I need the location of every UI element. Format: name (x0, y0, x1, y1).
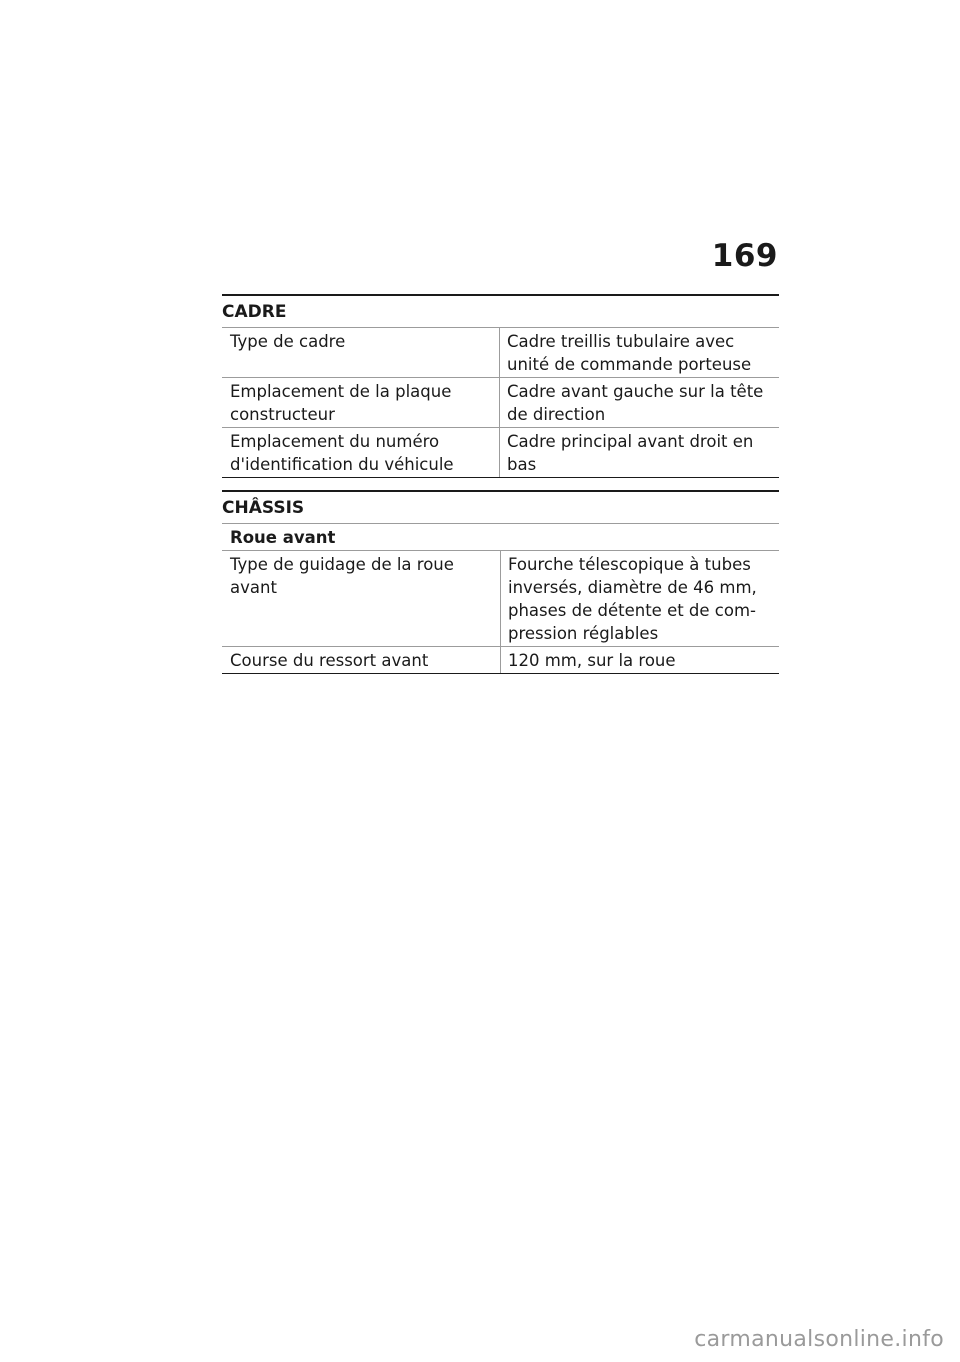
row-value: Cadre avant gauche sur la tête de direction (500, 378, 780, 428)
row-label: Emplacement du numéro d'identification du véhicule (222, 428, 500, 478)
row-label: Type de guidage de la roue avant (222, 551, 501, 647)
section-title-cadre: CADRE (222, 302, 287, 322)
row-value: Cadre treillis tubulaire avec unité de commande porteuse (500, 328, 780, 378)
watermark: carmanualsonline.info (694, 1327, 944, 1352)
cadre-table (222, 327, 779, 478)
row-label: Course du ressort avant (222, 647, 501, 674)
section-title-chassis: CHÂSSIS (222, 498, 305, 518)
section-rule (222, 490, 779, 492)
row-value: 120 mm, sur la roue (501, 647, 780, 674)
table-row (222, 551, 779, 647)
row-label: Type de cadre (222, 328, 500, 378)
section-chassis (222, 490, 779, 674)
table-row (222, 647, 779, 674)
row-label: Emplacement de la plaque constructeur (222, 378, 500, 428)
section-cadre (222, 294, 779, 478)
table-row (222, 428, 779, 478)
table-row (222, 378, 779, 428)
table-subheader-row (222, 524, 779, 551)
subsection-title: Roue avant (222, 524, 779, 551)
chassis-table (222, 523, 779, 674)
section-rule (222, 294, 779, 296)
row-value: Fourche télescopique à tubes inversés, diamètre de 46 mm, phases de détente et de com-pression réglables (501, 551, 780, 647)
row-value: Cadre principal avant droit en bas (500, 428, 780, 478)
page-number: 169 (711, 238, 778, 274)
table-row (222, 328, 779, 378)
